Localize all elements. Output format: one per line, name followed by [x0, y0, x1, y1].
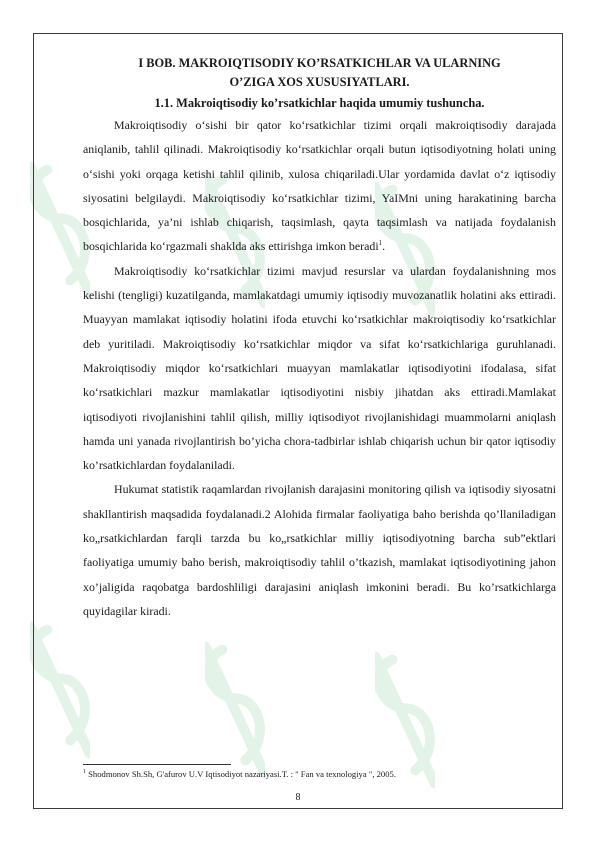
paragraph-end: .	[382, 239, 386, 254]
main-content	[83, 54, 556, 623]
footnote-text: Shodmonov Sh.Sh, G'afurov U.V Iqtisodiyot nazariyasi.T. : " Fan va texnologiya ", 2005.	[88, 769, 396, 779]
paragraph	[83, 113, 556, 259]
paragraph-text: Hukumat statistik raqamlardan rivojlanish darajasini monitoring qilish va iqtisodiy siyosatni shakllantirish maqsadida foydalanadi.2 Alohida firmalar faoliyatiga baho berishda qo’llaniladigan ko„rsatkichlardan farqli tarzda bu ko„rsatkichlar milliy iqtisodiyotning barcha sub”ektlari faoliyatiga umumiy baho berish, makroiqtisodiy tahlil o’tkazish, mamlakat iqtisodiyotining jahon xo’jaligida raqobatga bardoshliligi darajasini aniqlash imkonini beradi. Bu ko’rsatkichlarga quyidagilar kiradi.	[83, 482, 556, 618]
chapter-title-line: I BOB. MAKROIQTISODIY KO’RSATKICHLAR VA ULARNING	[138, 56, 501, 70]
footnote-mark: 1	[83, 769, 86, 776]
paragraph	[83, 477, 556, 623]
paragraph	[83, 259, 556, 478]
footnote-reference[interactable]: 1	[378, 239, 383, 248]
footnote	[83, 769, 553, 780]
chapter-title	[83, 54, 556, 92]
chapter-title-line: O’ZIGA XOS XUSUSIYATLARI.	[229, 75, 410, 89]
footnote-divider	[83, 764, 231, 765]
page-number: 8	[295, 792, 301, 803]
section-title: 1.1. Makroiqtisodiy ko’rsatkichlar haqida umumiy tushuncha.	[154, 96, 485, 110]
paragraph-text: Makroiqtisodiy o‘sishi bir qator ko‘rsatkichlar tizimi orqali makroiqtisodiy darajada aniqlanib, tahlil qilinadi. Makroiqtisodiy ko‘rsatkichlar orqali butun iqtisodiyotning holati uning o‘sishi yoki orqaga ketishi tahlil qilinib, xulosa chiqariladi.Ular yordamida davlat o‘z iqtisodiy siyosatini belgilaydi. Makroiqtisodiy ko‘rsatkichlar tizimi, YaIMni uning harakatining barcha bosqichlarida, ya’ni ishlab chiqarish, taqsimlash, qayta taqsimlash va natijada foydalanish bosqichlarida ko‘rgazmali shaklda aks ettirishga imkon beradi	[83, 118, 556, 254]
paragraph-text: Makroiqtisodiy ko‘rsatkichlar tizimi mavjud resurslar va ulardan foydalanishning mos kelishi (tengligi) kuzatilganda, mamlakatdagi umumiy iqtisodiy muvozanatlik holatini aks ettiradi. Muayyan mamlakat iqtisodiy holatini ifoda etuvchi ko‘rsatkichlar makroiqtisodiy ko‘rsatkichlar deb yuritiladi. Makroiqtisodiy ko‘rsatkichlar miqdor va sifat ko‘rsatkichlariga guruhlanadi. Makroiqtisodiy miqdor ko‘rsatkichlari muayyan mamlakatlar iqtisodiyotini ifodalasa, sifat ko‘rsatkichlari mazkur mamlakatlar iqtisodiyotini nisbiy jihatdan aks ettiradi.Mamlakat iqtisodiyoti rivojlanishini tahlil qilish, milliy iqtisodiyot rivojlanishidagi muammolarni aniqlash hamda uni yanada rivojlantirish bo’yicha chora-tadbirlar ishlab chiqarish uchun bir qator iqtisodiy ko’rsatkichlardan foydalaniladi.	[83, 263, 556, 473]
